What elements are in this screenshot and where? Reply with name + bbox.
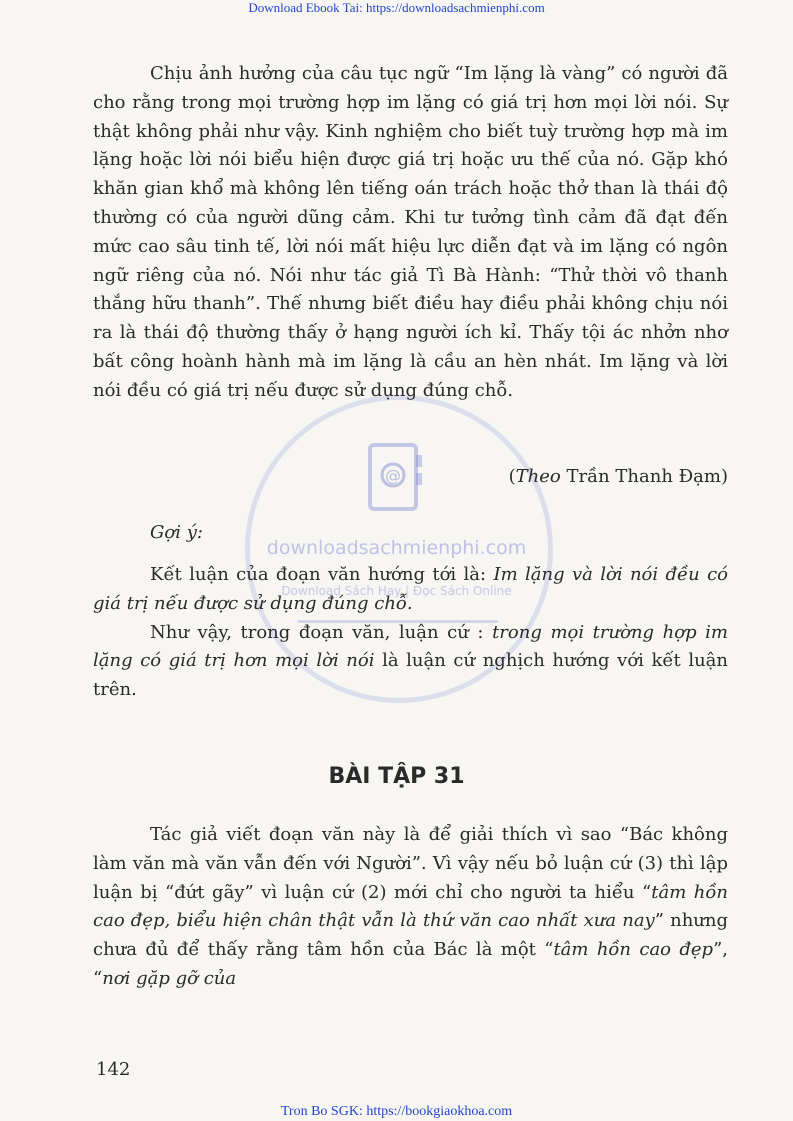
header-download-link[interactable]: Download Ebook Tai: https://downloadsachmienphi.com [248,0,545,15]
argument-paragraph: Như vậy, trong đoạn văn, luận cứ : trong mọi trường hợp im lặng có giá trị hơn mọi lời nói là luận cứ nghịch hướng với kết luận trên. [93,621,729,701]
source-citation: (Theo Trần Thanh Đạm) [508,466,728,487]
hint-section [93,561,728,705]
source-author: Trần Thanh Đạm) [560,466,728,487]
explanation-paragraph: Tác giả viết đoạn văn này là để giải thích vì sao “Bác không làm văn mà văn vẫn đến với Người”. Vì vậy nếu bỏ luận cứ (3) thì lập luận bị “đứt gãy” vì luận cứ (2) mới chỉ cho người ta hiểu “tâm hồn cao đẹp, biểu hiện chân thật vẫn là thứ văn cao nhất xưa nay” nhưng chưa đủ để thấy rằng tâm hồn của Bác là một “tâm hồn cao đẹp”, “nơi gặp gỡ của [93,824,728,989]
conclusion-paragraph: Kết luận của đoạn văn hướng tới là: Im lặng và lời nói đều có giá trị nếu được sử dụng đúng chỗ. [93,564,728,614]
quoted-passage [93,60,728,406]
watermark-tagline: Download Sách Hay | Đọc Sách Online [281,584,512,598]
hint-label: Gợi ý: [150,522,203,543]
exercise-heading: BÀI TẬP 31 [328,764,465,789]
svg-text:@: @ [385,466,401,485]
footer-sgk-link[interactable]: Tron Bo SGK: https://bookgiaokhoa.com [280,1104,513,1119]
exercise-31-body [93,821,728,994]
watermark-site-name: downloadsachmienphi.com [266,537,527,559]
source-theo: Theo [515,466,561,487]
page-number: 142 [96,1059,131,1080]
passage-paragraph: Chịu ảnh hưởng của câu tục ngữ “Im lặng là vàng” có người đã cho rằng trong mọi trường hợp im lặng có giá trị hơn mọi lời nói. Sự thật không phải như vậy. Kinh nghiệm cho biết tuỳ trường hợp mà im lặng hoặc lời nói biểu hiện được giá trị hoặc ưu thế của nó. Gặp khó khăn gian khổ mà không lên tiếng oán trách hoặc thở than là thái độ thường có của người dũng cảm. Khi tư tưởng tình cảm đã đạt đến mức cao sâu tinh tế, lời nói mất hiệu lực diễn đạt và im lặng có ngôn ngữ riêng của nó. Nói như tác giả Tì Bà Hành: “Thử thời vô thanh thắng hữu thanh”. Thế nhưng biết điều hay điều phải không chịu nói ra là thái độ thường thấy ở hạng người ích kỉ. Thấy tội ác nhởn nhơ bất công hoành hành mà im lặng là cầu an hèn nhát. Im lặng và lời nói đều có giá trị nếu được sử dụng đúng chỗ. [93,63,728,401]
